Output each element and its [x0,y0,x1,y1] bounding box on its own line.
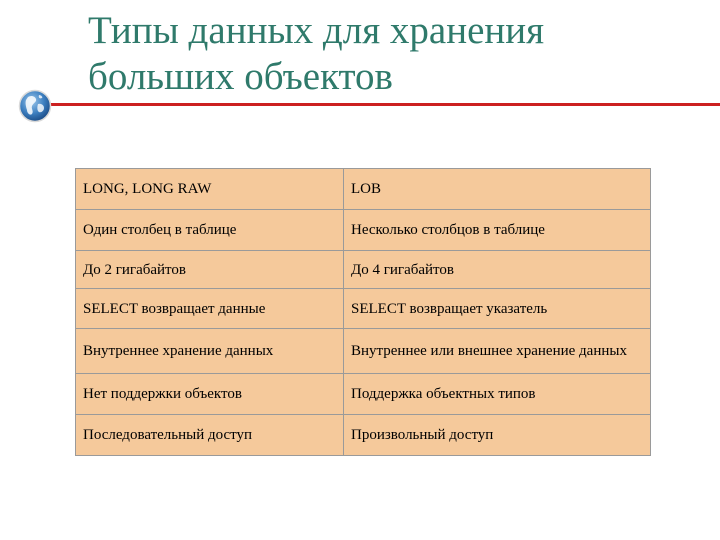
table-row [76,415,651,456]
table-cell: Несколько столбцов в таблице [344,210,651,251]
table-cell: До 2 гигабайтов [76,251,344,289]
table-cell: Нет поддержки объектов [76,374,344,415]
table-row [76,329,651,374]
table-row [76,169,651,210]
slide-title-line-2: больших объектов [88,55,393,98]
table-cell: SELECT возвращает данные [76,289,344,329]
globe-icon [18,89,52,123]
table-cell: LONG, LONG RAW [76,169,344,210]
table-cell: SELECT возвращает указатель [344,289,651,329]
table-cell: Поддержка объектных типов [344,374,651,415]
table-cell: До 4 гигабайтов [344,251,651,289]
table-cell: Последовательный доступ [76,415,344,456]
table-cell: Внутреннее хранение данных [76,329,344,374]
slide-title-line-1: Типы данных для хранения [88,9,545,52]
slide-title [88,8,708,100]
table-cell: Произвольный доступ [344,415,651,456]
comparison-table [75,168,651,456]
table-cell: Один столбец в таблице [76,210,344,251]
table-row [76,210,651,251]
table-cell: LOB [344,169,651,210]
table-row [76,374,651,415]
table-row [76,289,651,329]
title-underline-rule [20,103,720,106]
table-cell: Внутреннее или внешнее хранение данных [344,329,651,374]
table-row [76,251,651,289]
